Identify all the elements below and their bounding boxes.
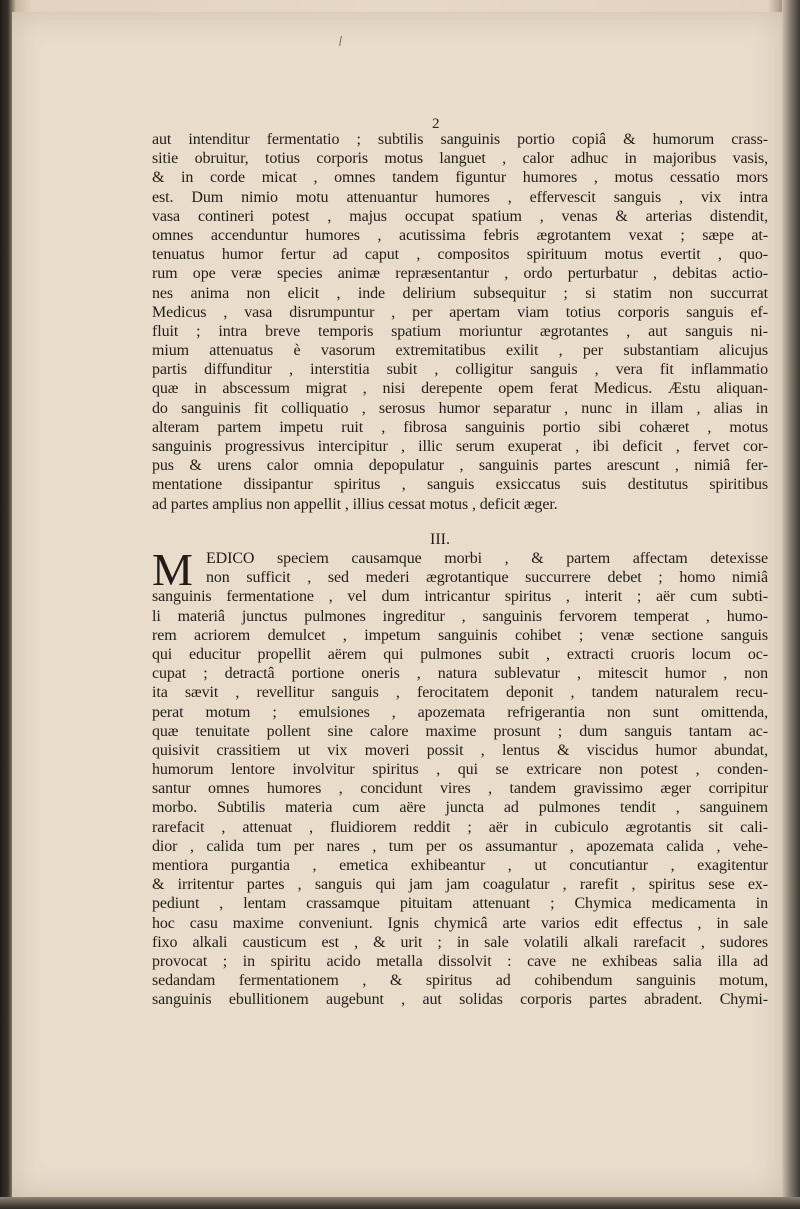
paragraph-line: partis diffunditur , interstitia subit , colligitur sanguis , vera fit inflammatio: [152, 361, 768, 379]
page-edge-bottom: [0, 1197, 800, 1209]
paragraph-line: hoc casu maxime conveniunt. Ignis chymicâ arte varios edit effectus , in sale: [152, 914, 768, 932]
paragraph-line: EDICO speciem causamque morbi , & partem affectam detexisse: [206, 550, 768, 567]
paragraph-line: fluit ; intra breve temporis spatium moriuntur ægrotantes , aut sanguis ni-: [152, 322, 768, 340]
paragraph-line: & irritentur partes , sanguis qui jam jam coagulatur , rarefit , spiritus sese ex-: [152, 876, 768, 894]
paragraph-line: rem acriorem demulcet , impetum sanguinis cohibet ; venæ sectione sanguis: [152, 626, 768, 644]
paragraph-line: tenuatus humor fertur ad caput , compositos spirituum motus evertit , quo-: [152, 246, 768, 264]
paragraph-line: cupat ; detractâ portione oneris , natura sublevatur , mitescit humor , non: [152, 665, 768, 683]
paragraph-line: fixo alkali causticum est , & urit ; in sale volatili alkali rarefacit , sudores: [152, 933, 768, 951]
paragraph-line: alteram partem impetu ruit , fibrosa sanguinis portio sibi cohæret , motus: [152, 418, 768, 436]
paragraph-line: quæ tenuitate pollent sine calore maxime prosunt ; dum sanguis tantam ac-: [152, 722, 768, 740]
paragraph-line: ita sævit , revellitur sanguis , ferocitatem deponit , tandem naturalem recu-: [152, 684, 768, 702]
page-number: 2: [432, 116, 440, 132]
paragraph-line: qui educitur propellit aërem qui pulmones subit , extracti cruoris locum oc-: [152, 645, 768, 663]
paragraph-line: non sufficit , sed mederi ægrotantique succurrere debet ; homo nimiâ: [206, 569, 768, 587]
paragraph-line: provocat ; in spiritu acido metalla dissolvit : cave ne exhibeas salia illa ad: [152, 952, 768, 970]
paragraph-line: sitie obruitur, totius corporis motus languet , calor adhuc in majoribus vasis,: [152, 150, 768, 168]
paragraph-2: [152, 544, 768, 1010]
paragraph-line: rum ope veræ species animæ repræsentantur , ordo perturbatur , debitas actio-: [152, 265, 768, 283]
paragraph-line: nes anima non elicit , inde delirium subsequitur ; si statim non succurrat: [152, 284, 768, 302]
paragraph-line: sedandam fermentationem , & spiritus ad cohibendum sanguinis motum,: [152, 972, 768, 990]
paragraph-line: pediunt , lentam crassamque pituitam attenuant ; Chymica medicamenta in: [152, 895, 768, 913]
paragraph-line: sanguinis progressivus intercipitur , illic serum exuperat , ibi deficit , fervet cor-: [152, 438, 768, 455]
paragraph-line: santur omnes humores , concidunt vires , tandem gravissimo æger corripitur: [152, 780, 768, 798]
paragraph-line: li materiâ junctus pulmones ingreditur , sanguinis fervorem temperat , humo-: [152, 607, 768, 625]
drop-cap: M: [152, 544, 193, 595]
paragraph-line: morbo. Subtilis materia cum aëre juncta ad pulmones tendit , sanguinem: [152, 799, 768, 817]
paragraph-line: pus & urens calor omnia depopulatur , sanguinis partes arescunt , nimiâ fer-: [152, 457, 768, 475]
paragraph-line: ad partes amplius non appellit , illius cessat motus , deficit æger.: [152, 495, 558, 513]
paragraph-line: humorum lentore involvitur spiritus , qui se extricare non potest , conden-: [152, 761, 768, 779]
paragraph-line: est. Dum nimio motu attenuantur humores , effervescit sanguis , vix intra: [152, 188, 768, 206]
paragraph-line: mentatione dissipantur spiritus , sanguis exsiccatus suis destitutus spiritibus: [152, 476, 768, 494]
paragraph-line: & in corde micat , omnes tandem figuntur humores , motus cessatio mors: [152, 169, 768, 187]
paragraph-line: perat motum ; emulsiones , apozemata refrigerantia non sunt omittenda,: [152, 703, 768, 721]
paragraph-line: quisivit crassitiem ut vix moveri possit , lentus & viscidus humor abundat,: [152, 741, 768, 759]
paragraph-line: vasa contineri potest , majus occupat spatium , venas & arterias distendit,: [152, 207, 768, 225]
paragraph-line: mium attenuatus è vasorum extremitatibus exilit , per substantiam alicujus: [152, 342, 768, 360]
paragraph-line: quæ in abscessum migrat , nisi derepente opem ferat Medicus. Æstu aliquan-: [152, 380, 768, 398]
paragraph-line: do sanguinis fit colliquatio , serosus humor separatur , nunc in illam , alias in: [152, 399, 768, 417]
paragraph-line: rarefacit , attenuat , fluidiorem reddit ; aër in cubiculo ægrotantis sit cali-: [152, 818, 768, 836]
paragraph-line: mentiora purgantia , emetica exhibeantur , ut concutiantur , exagitentur: [152, 857, 768, 874]
page-edge-right: [782, 0, 800, 1209]
paragraph-line: sanguinis fermentatione , vel dum intricantur spiritus , interit ; aër cum subti-: [152, 588, 768, 606]
section-heading: III.: [430, 531, 450, 548]
paragraph-line: omnes accenduntur humores , acutissima febris ægrotantem vexat ; sæpe at-: [152, 226, 768, 244]
paragraph-line: aut intenditur fermentatio ; subtilis sanguinis portio copiâ & humorum crass-: [152, 131, 768, 148]
paragraph-line: Medicus , vasa disrumpuntur , per apertam viam totius corporis sanguis ef-: [152, 303, 768, 321]
paragraph-1: [152, 130, 768, 514]
paragraph-line: sanguinis ebullitionem augebunt , aut solidas corporis partes abradent. Chymi-: [152, 991, 768, 1009]
paragraph-line: dior , calida tum per nares , tum per os assumantur , apozemata calida , vehe-: [152, 837, 768, 855]
